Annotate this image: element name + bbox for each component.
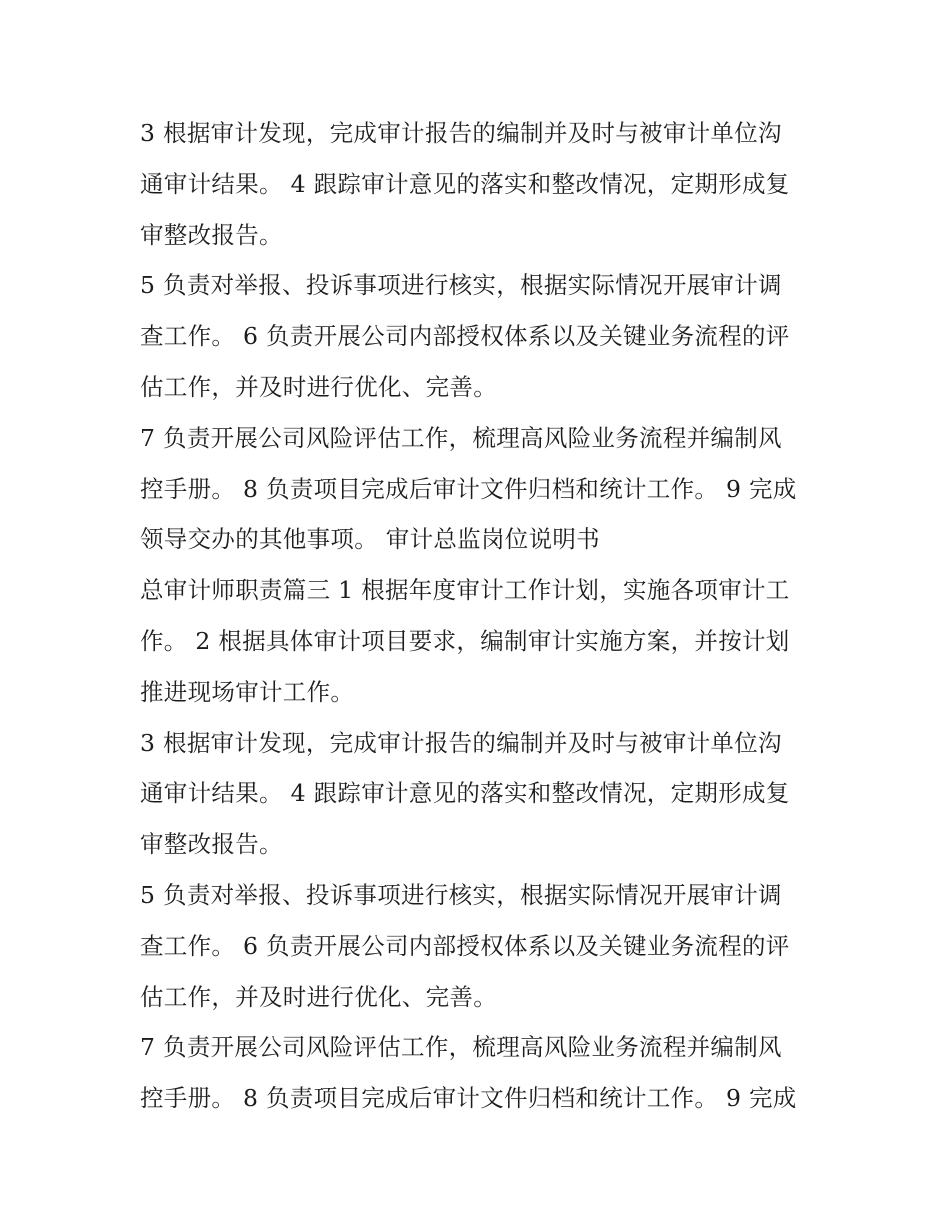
text-line: 通审计结果。 4 跟踪审计意见的落实和整改情况，定期形成复: [140, 169, 790, 198]
text-line: 总审计师职责篇三 1 根据年度审计工作计划，实施各项审计工: [140, 576, 790, 605]
text-line: 7 负责开展公司风险评估工作，梳理高风险业务流程并编制风: [140, 1033, 782, 1062]
text-line: 5 负责对举报、投诉事项进行核实，根据实际情况开展审计调: [140, 271, 782, 300]
paragraph: [140, 413, 820, 565]
text-line: 3 根据审计发现，完成审计报告的编制并及时与被审计单位沟: [140, 728, 782, 757]
text-line: 审整改报告。: [140, 830, 283, 859]
text-line: 查工作。 6 负责开展公司内部授权体系以及关键业务流程的评: [140, 931, 790, 960]
text-line: 5 负责对举报、投诉事项进行核实，根据实际情况开展审计调: [140, 880, 782, 909]
text-line: 通审计结果。 4 跟踪审计意见的落实和整改情况，定期形成复: [140, 779, 790, 808]
text-line: 7 负责开展公司风险评估工作，梳理高风险业务流程并编制风: [140, 423, 782, 452]
paragraph: [140, 718, 820, 870]
paragraph: [140, 1022, 820, 1124]
text-line: 控手册。 8 负责项目完成后审计文件归档和统计工作。 9 完成: [140, 474, 797, 503]
paragraph: [140, 565, 820, 717]
text-line: 查工作。 6 负责开展公司内部授权体系以及关键业务流程的评: [140, 322, 790, 351]
text-line: 估工作，并及时进行优化、完善。: [140, 982, 497, 1011]
paragraph: [140, 870, 820, 1022]
paragraph: [140, 260, 820, 412]
text-line: 作。 2 根据具体审计项目要求，编制审计实施方案，并按计划: [140, 626, 790, 655]
text-line: 领导交办的其他事项。 审计总监岗位说明书: [140, 525, 600, 554]
document-body: [140, 108, 820, 1124]
text-line: 推进现场审计工作。: [140, 677, 355, 706]
paragraph: [140, 108, 820, 260]
text-line: 控手册。 8 负责项目完成后审计文件归档和统计工作。 9 完成: [140, 1084, 797, 1113]
text-line: 审整改报告。: [140, 220, 283, 249]
text-line: 估工作，并及时进行优化、完善。: [140, 372, 497, 401]
text-line: 3 根据审计发现，完成审计报告的编制并及时与被审计单位沟: [140, 119, 782, 147]
